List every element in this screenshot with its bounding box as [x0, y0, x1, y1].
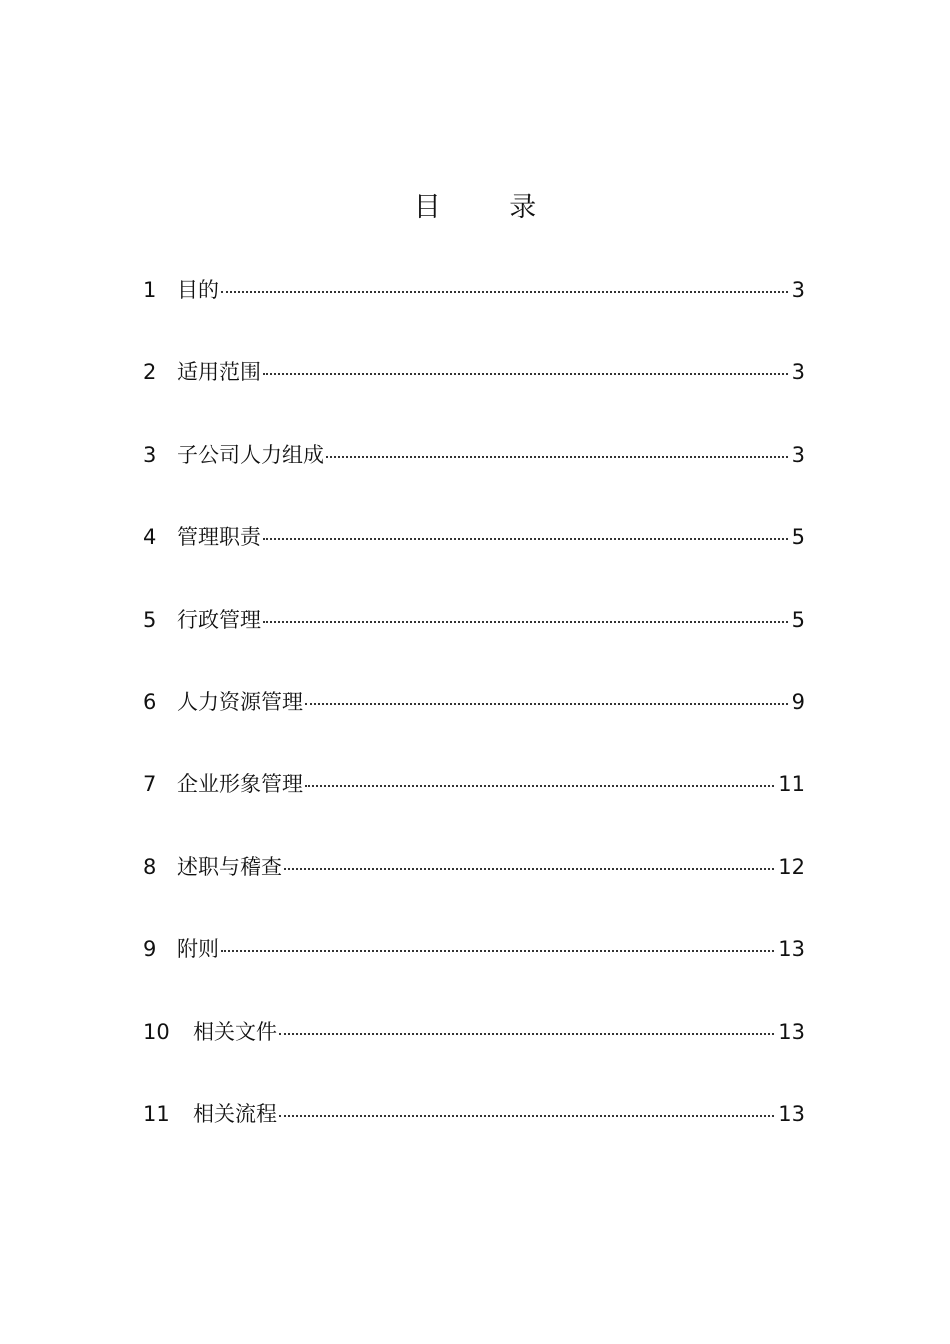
toc-entry[interactable] [143, 272, 805, 354]
toc-dot-leader [279, 1115, 774, 1117]
toc-dot-leader [305, 703, 788, 705]
toc-entry-page: 12 [778, 854, 805, 879]
toc-dot-leader [326, 456, 788, 458]
toc-dot-leader [284, 868, 774, 870]
toc-entry[interactable] [143, 437, 805, 519]
toc-entry-title: 人力资源管理 [177, 689, 303, 714]
toc-entry-number: 7 [143, 772, 157, 797]
toc-entry[interactable] [143, 354, 805, 436]
toc-entry-number: 2 [143, 360, 157, 385]
toc-dot-leader [279, 1033, 774, 1035]
toc-entry[interactable] [143, 519, 805, 601]
toc-entry-title: 相关文件 [193, 1019, 277, 1044]
toc-entry-number: 11 [143, 1101, 170, 1126]
toc-dot-leader [263, 538, 788, 540]
toc-entry-page: 11 [778, 772, 805, 797]
toc-entry-title: 企业形象管理 [177, 772, 303, 797]
toc-entry-title: 行政管理 [177, 607, 261, 632]
toc-title: 目 录 [413, 192, 567, 223]
toc-entry-title: 目的 [177, 278, 219, 302]
toc-entry-title: 适用范围 [177, 360, 261, 385]
toc-entry[interactable] [143, 1096, 805, 1178]
toc-entry-number: 8 [143, 854, 157, 879]
toc-entry-page: 5 [791, 607, 805, 632]
toc-entry[interactable] [143, 766, 805, 848]
toc-entry[interactable] [143, 684, 805, 766]
toc-entry-page: 9 [791, 689, 805, 714]
toc-list [143, 272, 805, 1178]
toc-dot-leader [263, 373, 788, 375]
toc-entry[interactable] [143, 931, 805, 1013]
toc-entry-page: 3 [791, 442, 805, 467]
toc-dot-leader [305, 785, 774, 787]
toc-entry[interactable] [143, 1014, 805, 1096]
toc-entry[interactable] [143, 849, 805, 931]
toc-entry-number: 9 [143, 937, 157, 962]
toc-entry-title: 附则 [177, 937, 219, 962]
toc-entry-page: 13 [778, 1019, 805, 1044]
toc-entry-page: 13 [778, 1101, 805, 1126]
toc-entry-title: 管理职责 [177, 525, 261, 550]
toc-entry-page: 3 [791, 278, 805, 302]
toc-dot-leader [221, 291, 788, 293]
toc-dot-leader [221, 950, 774, 952]
toc-entry-number: 4 [143, 525, 157, 550]
toc-entry-number: 6 [143, 689, 157, 714]
toc-entry-title: 相关流程 [193, 1101, 277, 1126]
toc-entry-number: 10 [143, 1019, 170, 1044]
toc-dot-leader [263, 621, 788, 623]
toc-entry-number: 3 [143, 442, 157, 467]
toc-entry[interactable] [143, 602, 805, 684]
toc-entry-title: 子公司人力组成 [177, 442, 324, 467]
toc-entry-number: 5 [143, 607, 157, 632]
toc-entry-page: 5 [791, 525, 805, 550]
toc-entry-number: 1 [143, 278, 157, 302]
toc-entry-page: 3 [791, 360, 805, 385]
toc-entry-title: 述职与稽查 [177, 854, 282, 879]
toc-entry-page: 13 [778, 937, 805, 962]
